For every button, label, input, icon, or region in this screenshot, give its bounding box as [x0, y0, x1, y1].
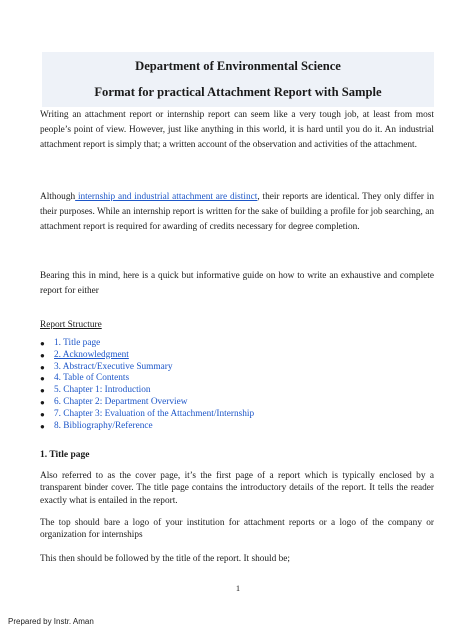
toc-link-contents[interactable]: 4. Table of Contents	[54, 373, 130, 384]
bullet-icon: ●	[40, 386, 45, 396]
intro-paragraph: Writing an attachment report or internship report can seem like a very tough job, at least from most people’s point of view. However, just like anything in this world, it is hard until you do it. An industrial attachment report is simply that; a written account of the observation and activities of the attachment.	[40, 110, 434, 150]
comparison-paragraph	[40, 190, 434, 234]
page-number: 1	[235, 583, 241, 593]
comparison-text-start: Although	[40, 192, 76, 202]
bullet-icon: ●	[40, 374, 45, 384]
bullet-icon: ●	[40, 339, 45, 348]
list-item	[40, 385, 254, 397]
bullet-icon: ●	[40, 397, 45, 407]
list-item	[40, 362, 254, 374]
toc-link-chapter-1[interactable]: 5. Chapter 1: Introduction	[54, 385, 151, 396]
list-item	[40, 409, 254, 421]
list-item	[40, 338, 254, 350]
list-item	[40, 397, 254, 409]
toc-link-chapter-2[interactable]: 6. Chapter 2: Department Overview	[54, 396, 188, 407]
bullet-icon: ●	[40, 350, 45, 360]
list-item	[40, 350, 254, 362]
internship-attachment-link[interactable]: internship and industrial attachment are distinct	[75, 192, 258, 202]
logo-paragraph: The top should bare a logo of your institution for attachment reports or a logo of the company or organization for internships	[40, 518, 434, 541]
comparison-text-end: , their reports are identical. They only differ in their purposes. While an internship report is written for the sake of building a profile for job searching, an attachment report is required for awarding of credits necessary for degree completion.	[40, 192, 434, 232]
bullet-icon: ●	[40, 421, 45, 431]
toc-link-title-page[interactable]: 1. Title page	[54, 338, 101, 348]
department-title: Department of Environmental Science	[135, 59, 341, 73]
toc-link-abstract[interactable]: 3. Abstract/Executive Summary	[54, 361, 173, 372]
report-structure-label: Report Structure	[40, 320, 102, 330]
toc-link-acknowledgment[interactable]: 2. Acknowledgment	[54, 349, 129, 360]
bullet-icon: ●	[40, 409, 45, 419]
title-page-heading: 1. Title page	[40, 450, 90, 460]
toc-link-chapter-3[interactable]: 7. Chapter 3: Evaluation of the Attachment/Internship	[54, 408, 255, 419]
report-structure-list	[40, 338, 254, 432]
toc-link-bibliography[interactable]: 8. Bibliography/Reference	[54, 420, 153, 431]
document-title: Format for practical Attachment Report with Sample	[94, 85, 382, 99]
title-page-paragraph: Also referred to as the cover page, it’s the first page of a report which is typically enclosed by a transparent binder cover. The title page contains the introductory details of the report. It tells the reader exactly what is entailed in the report.	[40, 471, 434, 506]
report-title-paragraph: This then should be followed by the title of the report. It should be;	[40, 554, 290, 564]
guide-paragraph: Bearing this in mind, here is a quick but informative guide on how to write an exhaustive and complete report for either	[40, 271, 434, 296]
bullet-icon: ●	[40, 362, 45, 372]
list-item	[40, 373, 254, 385]
list-item	[40, 421, 254, 433]
footer-author: Prepared by Instr. Aman	[8, 617, 94, 626]
